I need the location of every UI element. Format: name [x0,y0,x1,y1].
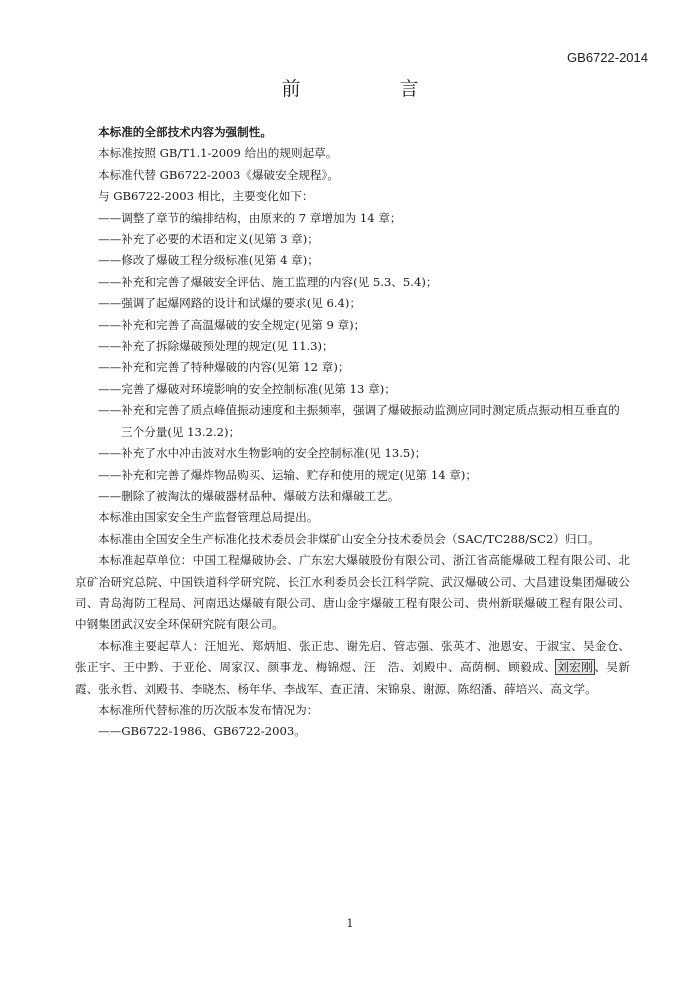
change-item: ——删除了被淘汰的爆破器材品种、爆破方法和爆破工艺。 [98,488,400,503]
change-item: ——补充和完善了爆炸物品购买、运输、贮存和使用的规定(见第 14 章)； [98,467,477,482]
change-item: ——补充和完善了高温爆破的安全规定(见第 9 章)； [98,317,366,332]
change-item-text: ——补充和完善了质点峰值振动速度和主振频率，强调了爆破振动监测应同时测定质点振动相互垂直的三个分量(见 13.2.2)； [98,403,620,439]
change-item: ——补充和完善了特种爆破的内容(见第 12 章)； [98,360,350,375]
paragraph: 与 GB6722-2003 相比，主要变化如下： [98,189,314,204]
paragraph: 本标准所代替标准的历次版本发布情况为： [98,702,319,717]
paragraph: 本标准由国家安全生产监督管理总局提出。 [98,510,319,525]
page-number: 1 [346,917,354,930]
paragraph: 本标准由全国安全生产标准化技术委员会非煤矿山安全分技术委员会（SAC/TC288/SC2）归口。 [98,531,600,546]
change-item: ——补充和完善了爆破安全评估、施工监理的内容(见 5.3、5.4)； [98,274,438,289]
highlighted-name[interactable]: 刘宏刚 [557,660,594,675]
change-item: ——补充了拆除爆破预处理的规定(见 11.3)； [98,339,334,354]
drafters-part: 本标准主要起草人：汪旭光、郑炳旭、张正忠、谢先启、管志强、张英才、池恩安、于淑宝、吴金仓、张正宇、王中黔、于亚伦、周家汉、颜事龙、梅锦煜、汪 浩、刘殿中、高荫桐、顾毅成、 [75,638,630,675]
change-item: ——补充了水中冲击波对水生物影响的安全控制标准(见 13.5)； [98,446,427,461]
change-item: ——完善了爆破对环境影响的安全控制标准(见第 13 章)； [98,381,396,396]
page-title: 前 言 [281,78,459,100]
change-item [75,400,630,443]
paragraph: 本标准按照 GB/T1.1-2009 给出的规则起草。 [98,146,338,161]
mandatory-statement: 本标准的全部技术内容为强制性。 [98,125,272,139]
previous-editions: ——GB6722-1986、GB6722-2003。 [98,724,306,739]
change-item: ——修改了爆破工程分级标准(见第 4 章)； [98,253,319,268]
change-item: ——调整了章节的编排结构，由原来的 7 章增加为 14 章； [98,210,402,225]
drafters [75,636,630,700]
change-item: ——补充了必要的术语和定义(见第 3 章)； [98,232,319,247]
drafting-units: 本标准起草单位：中国工程爆破协会、广东宏大爆破股份有限公司、浙江省高能爆破工程有限公司、北京矿冶研究总院、中国铁道科学研究院、长江水利委员会长江科学院、武汉爆破公司、大昌建设集团爆破公司、青岛海防工程局、河南迅达爆破有限公司、唐山金宇爆破工程有限公司、贵州新联爆破工程有限公司、中钢集团武汉安全环保研究院有限公司。 [75,553,630,632]
change-item: ——强调了起爆网路的设计和试爆的要求(见 6.4)； [98,296,362,311]
paragraph: 本标准代替 GB6722-2003《爆破安全规程》。 [98,167,339,182]
drafters-part: 、吴新霞、张永哲、刘殿书、李晓杰、杨年华、李战军、查正清、宋锦泉、谢源、陈绍潘、薛培兴、高文学。 [75,660,630,696]
foreword-body [75,122,630,743]
document-code: GB6722-2014 [567,50,648,65]
